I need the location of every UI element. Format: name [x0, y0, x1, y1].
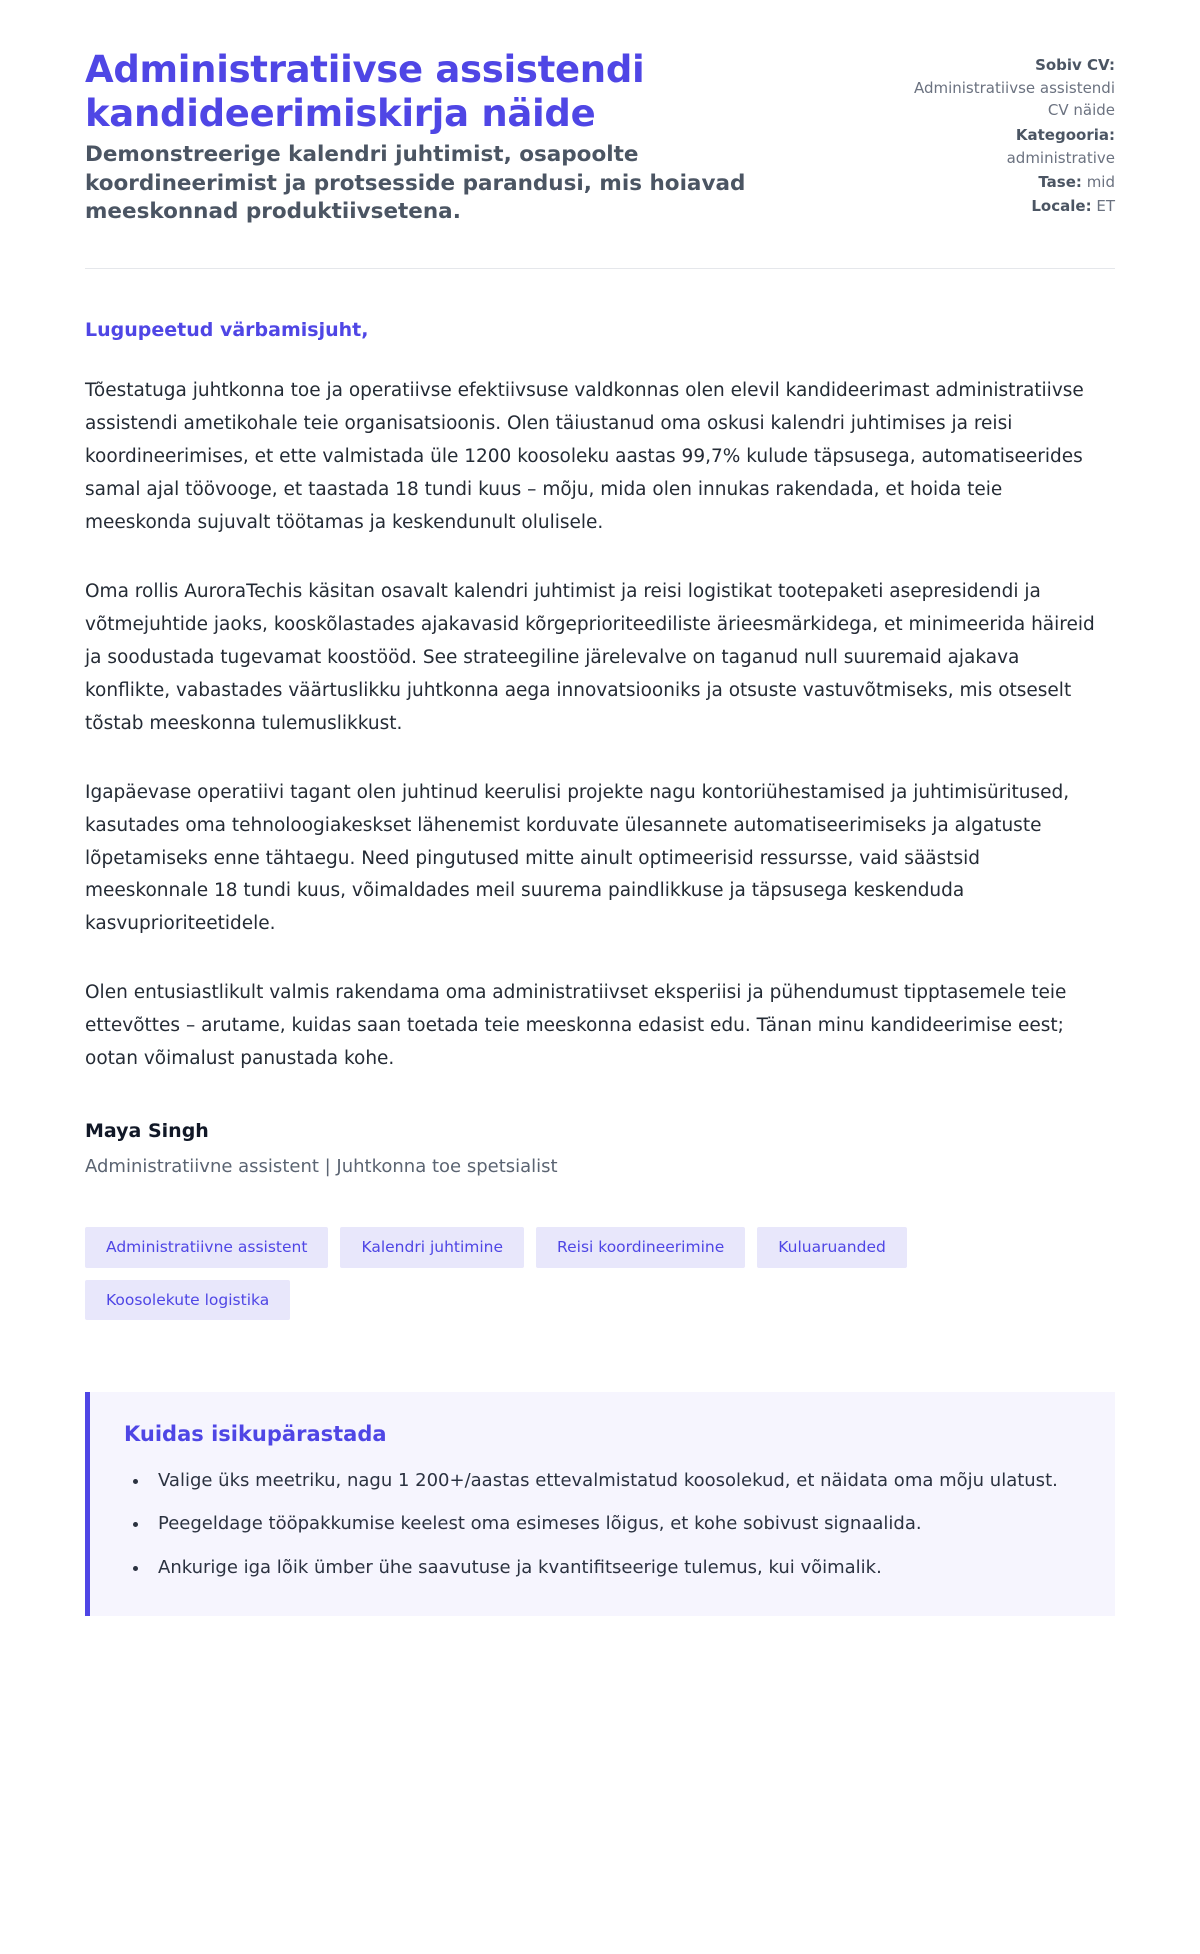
tips-list-item: • Peegeldage tööpakkumise keelest oma esimeses lõigus, et kohe sobivust signaalida. [150, 1509, 1081, 1538]
tips-list-item: • Valige üks meetriku, nagu 1 200+/aastas ettevalmistatud koosolekud, et näidata oma mõju ulatust. [150, 1466, 1081, 1495]
signature-name: Maya Singh [85, 1120, 209, 1143]
tag-item[interactable]: Reisi koordineerimine [536, 1227, 745, 1268]
document-metadata [900, 48, 1115, 219]
tag-item[interactable]: Koosolekute logistika [85, 1280, 290, 1321]
page-subtitle: Demonstreerige kalendri juhtimist, osapoolte koordineerimist ja protsesside parandusi, mis hoiavad meeskonnad produktiivsetena. [85, 142, 746, 225]
meta-category-value: administrative [1006, 148, 1115, 167]
meta-level [900, 171, 1115, 193]
letter-paragraph-2: Oma rollis AuroraTechis käsitan osavalt kalendri juhtimist ja reisi logistikat tootepaketi asepresidendi ja võtmejuhtide jaoks, kooskõlastades ajakavasid kõrgeprioriteediliste ärieesmärkidega, et minimeerida häireid ja soodustada tugevamat koostööd. See strateegiline järelevalve on taganud null suuremaid ajakava konflikte, vabastades väärtuslikku juhtkonna aega innovatsiooniks ja otsuste vastuvõtmiseks, mis otseselt tõstab meeskonna tulemuslikkust. [85, 581, 1095, 734]
page-header [0, 0, 1200, 226]
signature-role: Administratiivne assistent | Juhtkonna toe spetsialist [85, 1156, 558, 1178]
letter-signature [0, 1076, 1200, 1177]
letter-paragraph-3: Igapäevase operatiivi tagant olen juhtinud keerulisi projekte nagu kontoriühestamised ja juhtimisüritused, kasutades oma tehnoloogiakeskset lähenemist korduvate ülesannete automatiseerimiseks ja algatuste lõpetamiseks enne tähtaegu. Need pingutused mitte ainult optimeerisid ressursse, vaid säästsid meeskonnale 18 tundi kuus, võimaldades meil suurema paindlikkuse ja täpsusega keskenduda kasvuprioriteetidele. [85, 781, 1070, 935]
meta-locale [900, 195, 1115, 217]
letter-paragraph-4: Olen entusiastlikult valmis rakendama oma administratiivset eksperiisi ja pühendumust tipptasemele teie ettevõttes – arutame, kuidas saan toetada teie meeskonna edasist edu. Tänan minu kandideerimise eest; ootan võimalust panustada kohe. [85, 982, 1067, 1070]
meta-category [900, 124, 1115, 169]
tips-title: Kuidas isikupärastada [124, 1422, 387, 1447]
meta-level-label: Tase: [1038, 172, 1082, 191]
tips-list [124, 1466, 1081, 1581]
meta-level-value: mid [1086, 172, 1115, 191]
tag-item[interactable]: Administratiivne assistent [85, 1227, 328, 1268]
page-title: Administratiivse assistendi kandideerimiskirja näide [85, 48, 645, 135]
meta-category-label: Kategooria: [1015, 125, 1115, 144]
tips-callout [85, 1392, 1115, 1615]
tag-item[interactable]: Kuluaruanded [757, 1227, 907, 1268]
letter-salutation: Lugupeetud värbamisjuht, [85, 319, 369, 342]
meta-locale-label: Locale: [1031, 197, 1092, 216]
header-title-block [85, 48, 765, 226]
tips-section [0, 1320, 1200, 1675]
meta-matching-cv [900, 54, 1115, 122]
tag-item[interactable]: Kalendri juhtimine [340, 1227, 524, 1268]
tag-list [0, 1177, 1030, 1320]
meta-locale-value: ET [1096, 197, 1115, 216]
meta-cv-value: Administratiivse assistendi CV näide [913, 79, 1115, 120]
letter-body [0, 269, 1200, 1076]
meta-cv-label: Sobiv CV: [1035, 56, 1115, 74]
letter-paragraph-1: Tõestatuga juhtkonna toe ja operatiivse efektiivsuse valdkonnas olen elevil kandideerimast administratiivse assistendi ametikohale teie organisatsioonis. Olen täiustanud oma oskusi kalendri juhtimises ja reisi koordineerimises, et ette valmistada üle 1200 koosoleku aastas 99,7% kulude täpsusega, automatiseerides samal ajal töövooge, et taastada 18 tundi kuus – mõju, mida olen innukas rakendada, et hoida teie meeskonda sujuvalt töötamas ja keskendunult olulisele. [85, 380, 1084, 534]
tips-list-item: • Ankurige iga lõik ümber ühe saavutuse ja kvantifitseerige tulemus, kui võimalik. [150, 1553, 1081, 1582]
